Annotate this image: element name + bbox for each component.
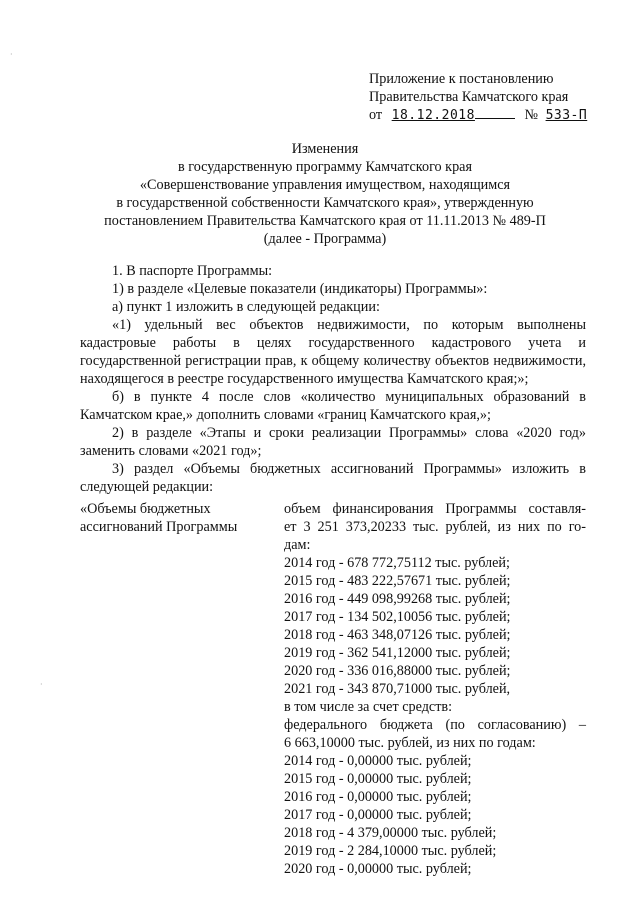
appendix-header bbox=[369, 70, 587, 125]
year-total-row: 2015 год - 483 222,57671 тыс. рублей; bbox=[284, 573, 511, 589]
year-federal-row: 2014 год - 0,00000 тыс. рублей; bbox=[284, 753, 472, 769]
title-line: «Совершенствование управления имуществом, находящимся bbox=[139, 177, 511, 193]
year-federal-row: 2019 год - 2 284,10000 тыс. рублей; bbox=[284, 843, 497, 859]
document-body bbox=[80, 262, 586, 496]
year-federal-row: 2016 год - 0,00000 тыс. рублей; bbox=[284, 789, 472, 805]
paragraph-2: 1) в разделе «Целевые показатели (индикаторы) Программы»: bbox=[112, 281, 488, 297]
year-total-row: 2019 год - 362 541,12000 тыс. рублей; bbox=[284, 645, 511, 661]
year-total-row: 2020 год - 336 016,88000 тыс. рублей; bbox=[284, 663, 511, 679]
appendix-line2: Правительства Камчатского края bbox=[369, 89, 569, 105]
year-federal-row: 2020 год - 0,00000 тыс. рублей; bbox=[284, 861, 472, 877]
financing-intro-line: дам: bbox=[284, 537, 311, 553]
paragraph-6: 2) в разделе «Этапы и сроки реализации Программы» слова «2020 год» заменить словами «2021 год»; bbox=[80, 425, 586, 459]
paragraph-1: 1. В паспорте Программы: bbox=[112, 263, 273, 279]
document-title bbox=[80, 140, 570, 248]
federal-budget-line: федерального бюджета (по согласованию) – bbox=[284, 717, 586, 733]
table-right-column bbox=[284, 500, 586, 878]
appendix-from: от bbox=[369, 107, 383, 123]
title-line: в государственной собственности Камчатского края», утвержденную bbox=[116, 195, 534, 211]
year-total-row: 2018 год - 463 348,07126 тыс. рублей; bbox=[284, 627, 511, 643]
title-line: постановлением Правительства Камчатского края от 11.11.2013 № 489-П bbox=[104, 213, 546, 229]
year-total-row: 2021 год - 343 870,71000 тыс. рублей, bbox=[284, 681, 511, 697]
left-label-line1: «Объемы бюджетных bbox=[80, 501, 211, 517]
paragraph-4: «1) удельный вес объектов недвижимости, по которым выполнены кадастровые работы в целях государственного кадастрового учета и государственной регистрации прав, к общему количеству объектов недвижимости, находящегося в реестре государственного имущества Камчатского края;»; bbox=[80, 317, 586, 387]
financing-intro-line: объем финансирования Программы составля- bbox=[284, 501, 586, 517]
left-label-line2: ассигнований Программы bbox=[80, 519, 238, 535]
year-federal-row: 2018 год - 4 379,00000 тыс. рублей; bbox=[284, 825, 497, 841]
appendix-number: 533-П bbox=[545, 108, 588, 123]
scan-speck: · bbox=[40, 680, 43, 689]
appendix-number-sign: № bbox=[524, 107, 539, 123]
scan-speck: · bbox=[10, 50, 13, 59]
title-line: (далее - Программа) bbox=[263, 231, 387, 247]
date-underline bbox=[475, 106, 515, 119]
appendix-date-line bbox=[369, 106, 587, 125]
paragraph-5: б) в пункте 4 после слов «количество муниципальных образований в Камчатском крае,» дополнить словами «границ Камчатского края,»; bbox=[80, 389, 586, 423]
sources-label: в том числе за счет средств: bbox=[284, 699, 453, 715]
financing-intro-line: ет 3 251 373,20233 тыс. рублей, из них по го- bbox=[284, 519, 586, 535]
table-left-column bbox=[80, 500, 270, 536]
year-total-row: 2017 год - 134 502,10056 тыс. рублей; bbox=[284, 609, 511, 625]
appendix-date: 18.12.2018 bbox=[391, 108, 475, 123]
paragraph-3: а) пункт 1 изложить в следующей редакции: bbox=[112, 299, 380, 315]
title-line: в государственную программу Камчатского края bbox=[178, 159, 472, 175]
year-total-row: 2014 год - 678 772,75112 тыс. рублей; bbox=[284, 555, 510, 571]
title-line: Изменения bbox=[291, 141, 359, 157]
appendix-line1: Приложение к постановлению bbox=[369, 71, 554, 87]
federal-budget-line: 6 663,10000 тыс. рублей, из них по годам: bbox=[284, 735, 536, 751]
paragraph-7: 3) раздел «Объемы бюджетных ассигнований Программы» изложить в следующей редакции: bbox=[80, 461, 586, 495]
year-federal-row: 2017 год - 0,00000 тыс. рублей; bbox=[284, 807, 472, 823]
year-total-row: 2016 год - 449 098,99268 тыс. рублей; bbox=[284, 591, 511, 607]
year-federal-row: 2015 год - 0,00000 тыс. рублей; bbox=[284, 771, 472, 787]
